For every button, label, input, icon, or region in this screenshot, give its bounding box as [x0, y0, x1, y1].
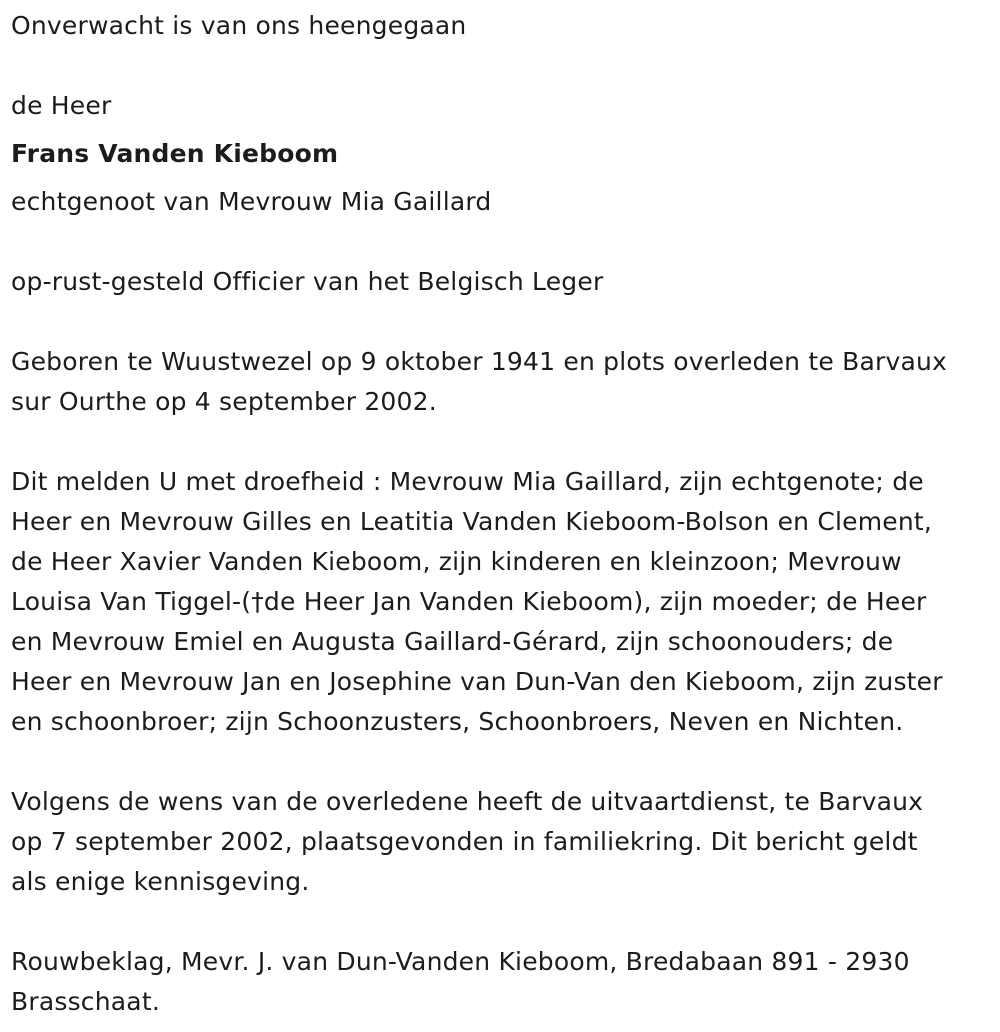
spacer — [11, 422, 991, 462]
spacer — [11, 742, 991, 782]
spouse-text: echtgenoot van Mevrouw Mia Gaillard — [11, 187, 492, 216]
funeral-paragraph — [11, 782, 991, 902]
spacer — [11, 46, 991, 86]
paragraph-line: en schoonbroer; zijn Schoonzusters, Schoonbroers, Neven en Nichten. — [11, 707, 904, 736]
paragraph-line: Rouwbeklag, Mevr. J. van Dun-Vanden Kieboom, Bredabaan 891 - 2930 — [11, 947, 910, 976]
paragraph-line: Dit melden U met droefheid : Mevrouw Mia Gaillard, zijn echtgenote; de — [11, 467, 924, 496]
birth-death-paragraph — [11, 342, 991, 422]
honorific-title: de Heer — [11, 91, 112, 120]
paragraph-line: Volgens de wens van de overledene heeft de uitvaartdienst, te Barvaux — [11, 787, 924, 816]
paragraph-line: en Mevrouw Emiel en Augusta Gaillard-Gérard, zijn schoonouders; de — [11, 627, 894, 656]
paragraph-line: Louisa Van Tiggel-(†de Heer Jan Vanden Kieboom), zijn moeder; de Heer — [11, 587, 927, 616]
deceased-name: Frans Vanden Kieboom — [11, 139, 339, 168]
paragraph-line: als enige kennisgeving. — [11, 867, 310, 896]
intro-text: Onverwacht is van ons heengegaan — [11, 11, 467, 40]
paragraph-line: sur Ourthe op 4 september 2002. — [11, 387, 437, 416]
spacer — [11, 902, 991, 942]
paragraph-line: op 7 september 2002, plaatsgevonden in familiekring. Dit bericht geldt — [11, 827, 918, 856]
paragraph-line: Heer en Mevrouw Jan en Josephine van Dun-Van den Kieboom, zijn zuster — [11, 667, 943, 696]
condolence-paragraph — [11, 942, 991, 1022]
paragraph-line: Geboren te Wuustwezel op 9 oktober 1941 en plots overleden te Barvaux — [11, 347, 948, 376]
paragraph-line: de Heer Xavier Vanden Kieboom, zijn kinderen en kleinzoon; Mevrouw — [11, 547, 902, 576]
paragraph-line: Heer en Mevrouw Gilles en Leatitia Vanden Kieboom-Bolson en Clement, — [11, 507, 933, 536]
rank-text: op-rust-gesteld Officier van het Belgisch Leger — [11, 267, 604, 296]
spacer — [11, 222, 991, 262]
paragraph-line: Brasschaat. — [11, 987, 160, 1016]
obituary-notice — [11, 0, 991, 1022]
family-paragraph — [11, 462, 991, 742]
spacer — [11, 302, 991, 342]
